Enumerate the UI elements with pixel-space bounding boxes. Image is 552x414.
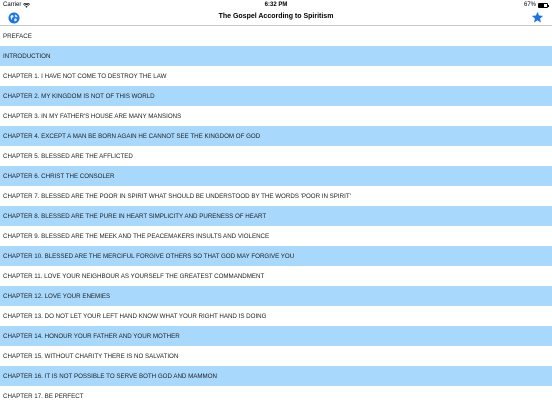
chapter-row[interactable]: CHAPTER 1. I HAVE NOT COME TO DESTROY THE LAW [3,72,167,80]
star-icon[interactable] [531,11,544,24]
battery-fill [539,4,544,7]
chapter-row[interactable]: CHAPTER 5. BLESSED ARE THE AFFLICTED [3,152,133,160]
chapter-row[interactable]: CHAPTER 13. DO NOT LET YOUR LEFT HAND KNOW WHAT YOUR RIGHT HAND IS DOING [3,312,267,320]
battery-icon [538,3,548,8]
status-time: 6:32 PM [264,2,288,8]
chapter-row[interactable]: CHAPTER 10. BLESSED ARE THE MERCIFUL FORGIVE OTHERS SO THAT GOD MAY FORGIVE YOU [0,246,552,266]
chapter-row[interactable]: CHAPTER 6. CHRIST THE CONSOLER [0,166,552,186]
page-title: The Gospel According to Spiritism [218,13,334,20]
chapter-row[interactable]: CHAPTER 4. EXCEPT A MAN BE BORN AGAIN HE CANNOT SEE THE KINGDOM OF GOD [0,126,552,146]
chapter-row[interactable]: CHAPTER 14. HONOUR YOUR FATHER AND YOUR MOTHER [0,326,552,346]
chapter-row[interactable]: CHAPTER 11. LOVE YOUR NEIGHBOUR AS YOURSELF THE GREATEST COMMANDMENT [3,272,265,280]
chapter-row[interactable]: CHAPTER 8. BLESSED ARE THE PURE IN HEART SIMPLICITY AND PURENESS OF HEART [0,206,552,226]
status-bar [0,0,552,10]
carrier-label: Carrier [3,2,22,8]
chapter-row[interactable]: CHAPTER 3. IN MY FATHER'S HOUSE ARE MANY MANSIONS [3,112,182,120]
chapter-row[interactable]: CHAPTER 17. BE PERFECT [3,392,84,400]
chapter-row[interactable]: CHAPTER 9. BLESSED ARE THE MEEK AND THE PEACEMAKERS INSULTS AND VIOLENCE [3,232,270,240]
nav-bar [0,10,552,26]
battery-percent: 67% [523,2,536,8]
chapter-row[interactable]: PREFACE [3,32,32,40]
chapter-row[interactable]: CHAPTER 2. MY KINGDOM IS NOT OF THIS WORLD [0,86,552,106]
chapter-row[interactable]: CHAPTER 16. IT IS NOT POSSIBLE TO SERVE BOTH GOD AND MAMMON [0,366,552,386]
chapter-row[interactable]: INTRODUCTION [0,46,552,66]
chapter-row[interactable]: CHAPTER 12. LOVE YOUR ENEMIES [0,286,552,306]
chapter-row[interactable]: CHAPTER 7. BLESSED ARE THE POOR IN SPIRIT WHAT SHOULD BE UNDERSTOOD BY THE WORDS 'POOR IN SPIRIT' [3,192,351,200]
chapter-list [0,26,552,406]
chapter-row[interactable]: CHAPTER 15. WITHOUT CHARITY THERE IS NO SALVATION [3,352,179,360]
status-right [524,2,548,8]
